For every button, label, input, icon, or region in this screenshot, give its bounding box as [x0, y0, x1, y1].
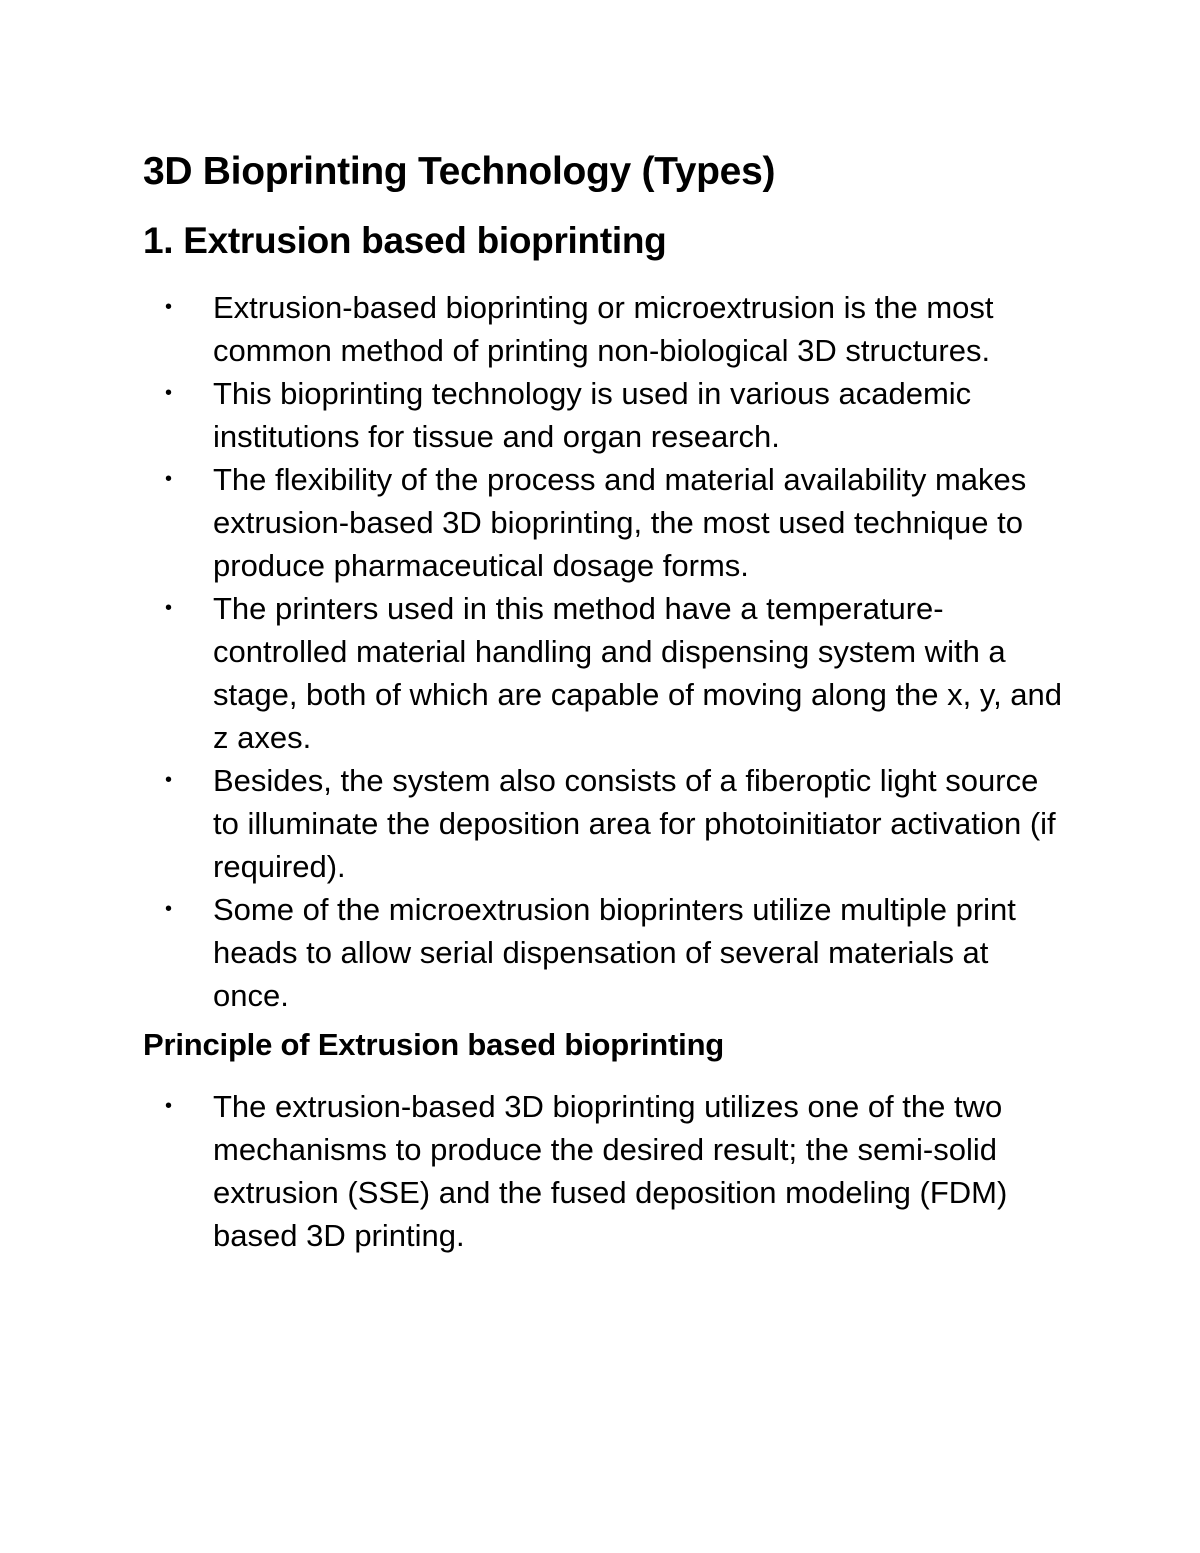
section-heading: 1. Extrusion based bioprinting: [143, 220, 667, 261]
bullet-icon: •: [165, 597, 173, 619]
document-title: 3D Bioprinting Technology (Types): [143, 150, 776, 193]
bullet-icon: •: [165, 898, 173, 920]
bullet-icon: •: [165, 1095, 173, 1117]
principle-bullet-list: [143, 1085, 1073, 1257]
bullet-list: [143, 286, 1073, 1017]
list-item-text: This bioprinting technology is used in various academic institutions for tissue and organ research.: [213, 376, 972, 454]
bullet-icon: •: [165, 769, 173, 791]
list-item-text: Besides, the system also consists of a fiberoptic light source to illuminate the deposition area for photoinitiator activation (if required).: [213, 763, 1056, 884]
bullet-icon: •: [165, 296, 173, 318]
list-item: [143, 1085, 1063, 1257]
list-item: [143, 372, 1063, 458]
list-item: [143, 587, 1063, 759]
principle-heading: Principle of Extrusion based bioprinting: [143, 1027, 725, 1062]
list-item: [143, 458, 1063, 587]
list-item-text: Some of the microextrusion bioprinters utilize multiple print heads to allow serial dispensation of several materials at once.: [213, 892, 1016, 1013]
list-item: [143, 759, 1063, 888]
list-item: [143, 888, 1063, 1017]
bullet-icon: •: [165, 468, 173, 490]
list-item-text: Extrusion-based bioprinting or microextrusion is the most common method of printing non-biological 3D structures.: [213, 290, 994, 368]
list-item-text: The printers used in this method have a temperature-controlled material handling and dispensing system with a stage, both of which are capable of moving along the x, y, and z axes.: [213, 591, 1063, 755]
list-item-text: The flexibility of the process and material availability makes extrusion-based 3D bioprinting, the most used technique to produce pharmaceutical dosage forms.: [213, 462, 1027, 583]
bullet-icon: •: [165, 382, 173, 404]
list-item-text: The extrusion-based 3D bioprinting utilizes one of the two mechanisms to produce the desired result; the semi-solid extrusion (SSE) and the fused deposition modeling (FDM) based 3D printing.: [213, 1089, 1008, 1253]
list-item: [143, 286, 1063, 372]
document-page: [143, 148, 1073, 1257]
